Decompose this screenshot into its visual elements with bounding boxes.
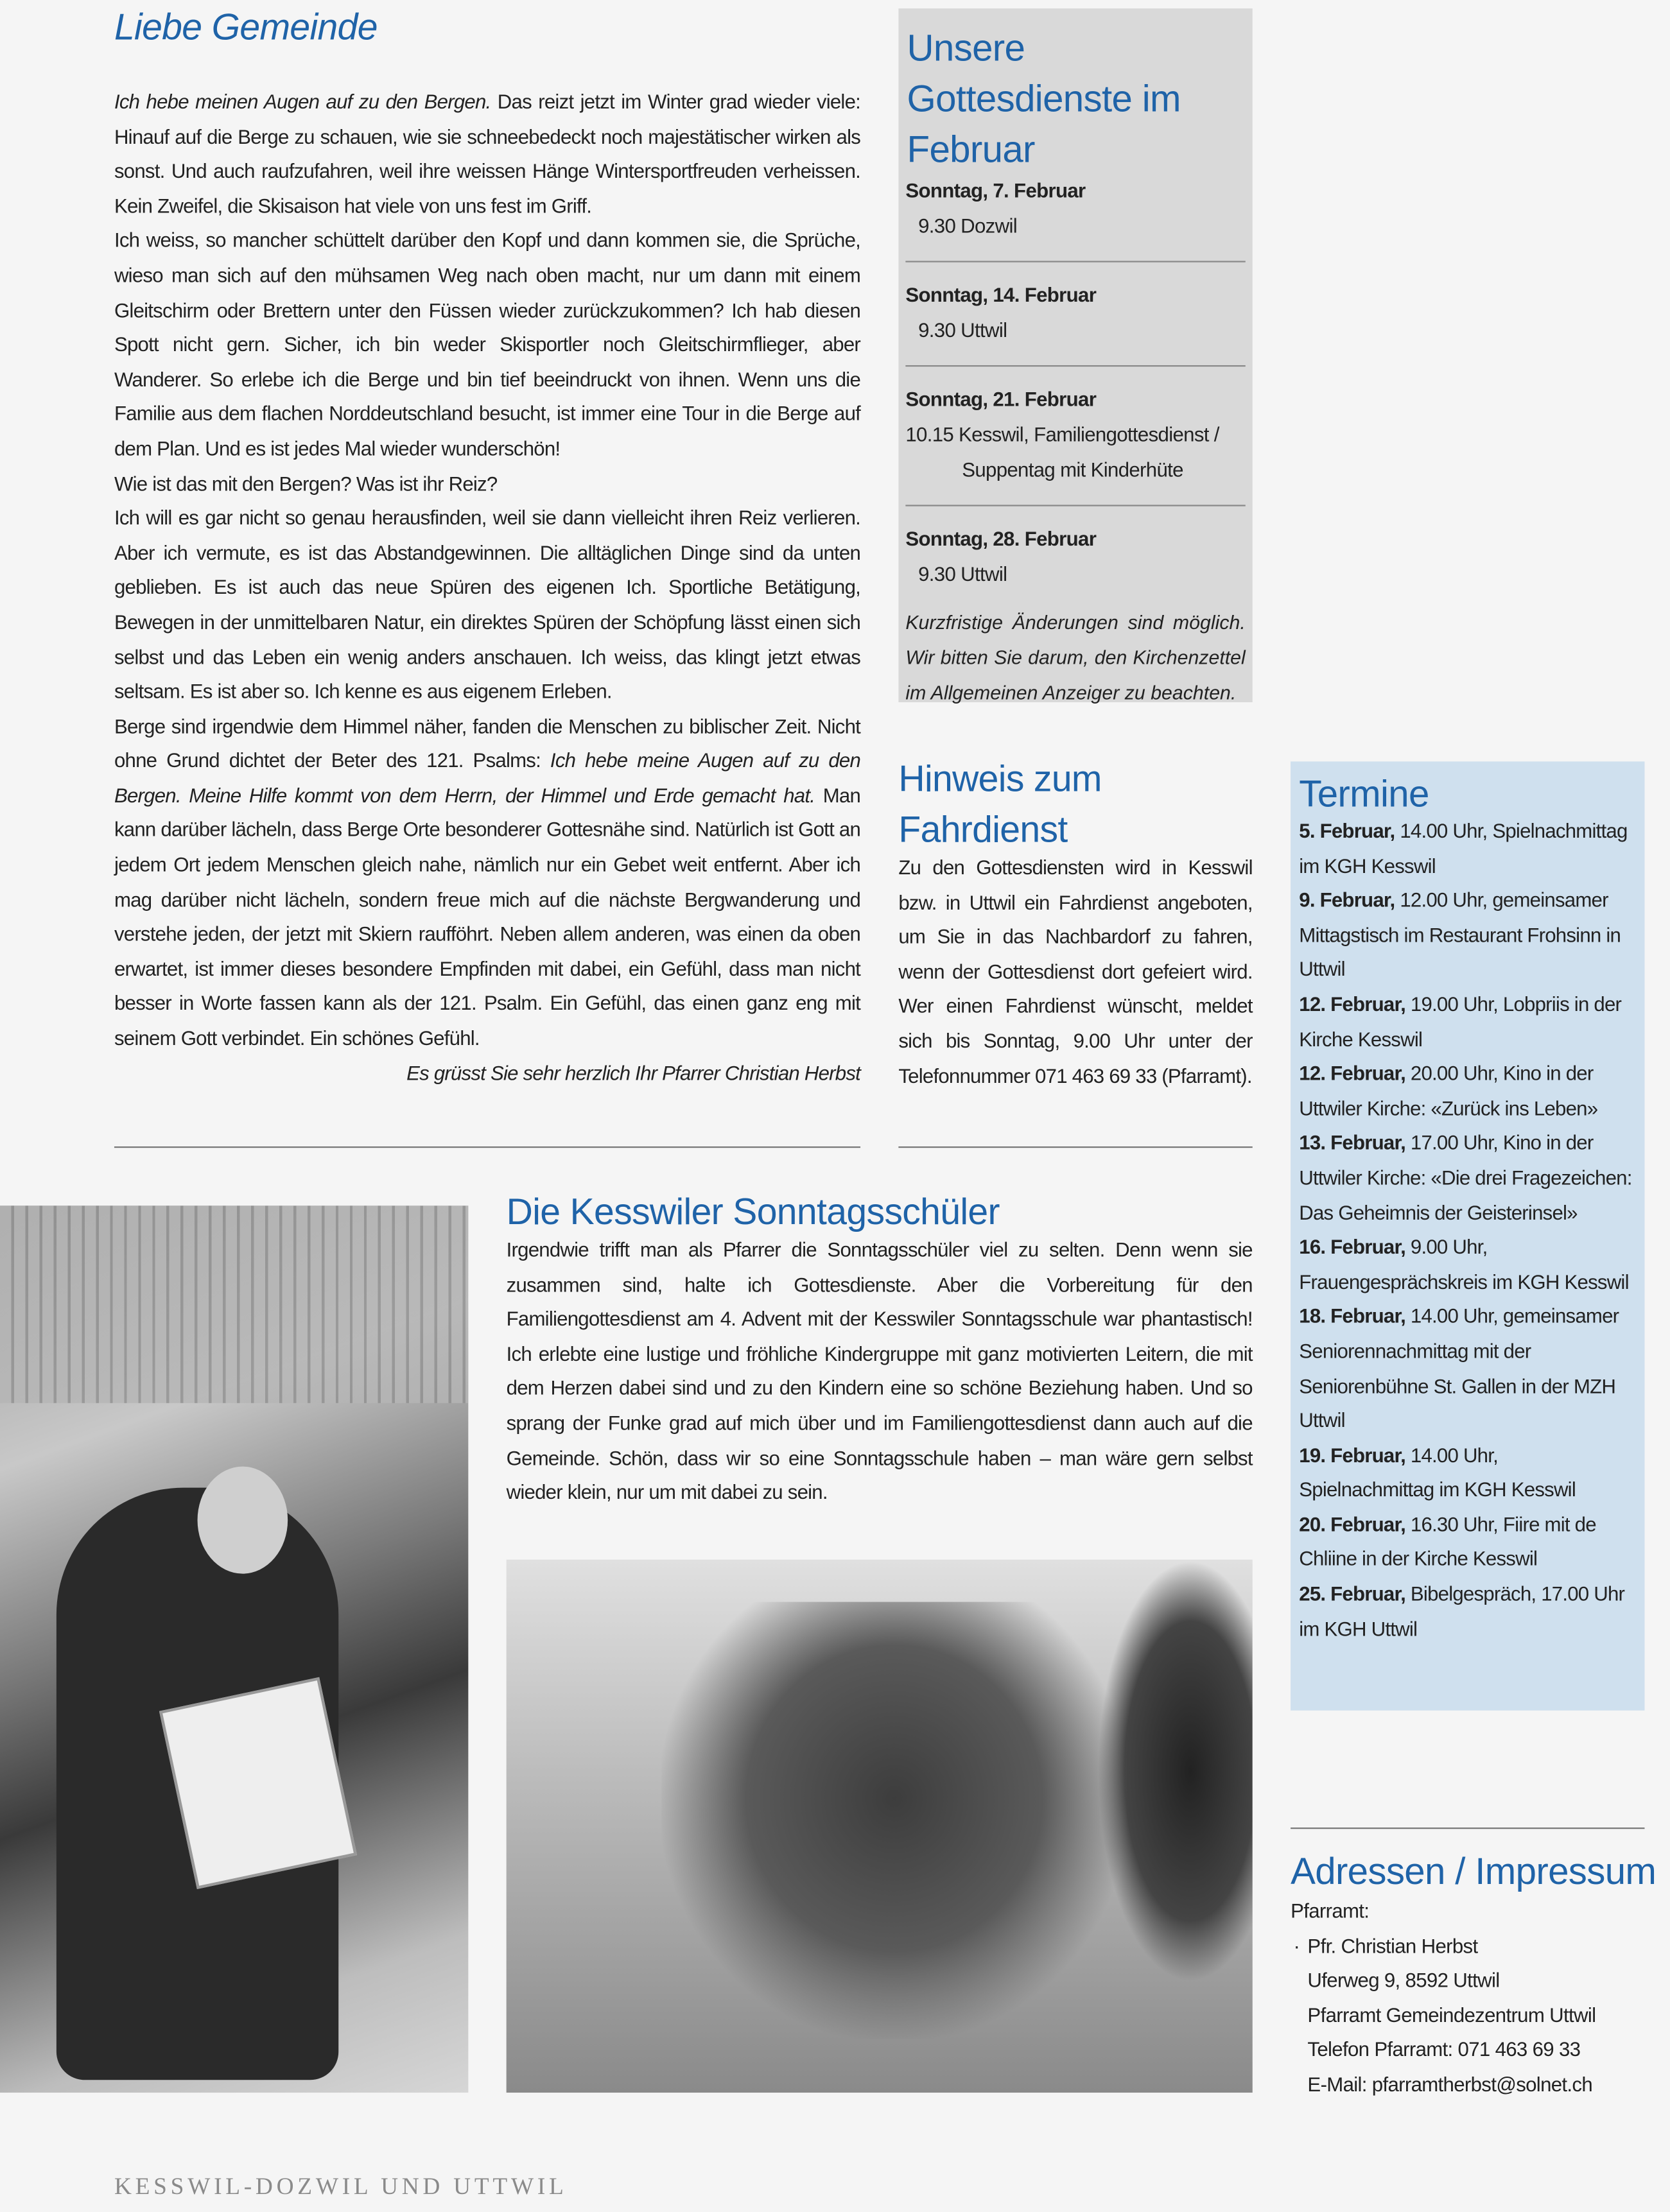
letter-quote: Ich hebe meinen Augen auf zu den Bergen. — [114, 91, 491, 114]
service-item — [898, 523, 1252, 592]
event-text: 19.00 Uhr, Lobpriis in der Kirche Kesswil — [1299, 994, 1622, 1051]
divider — [1291, 1827, 1644, 1829]
event-date: 16. Februar, — [1299, 1236, 1406, 1260]
services-note: Kurzfristige Änderungen sind möglich. Wir bitten Sie darum, den Kirchenzettel im Allgemeinen Anzeiger zu beachten. — [905, 612, 1246, 704]
event-date: 5. Februar, — [1299, 820, 1395, 843]
event-text: 9.00 Uhr, Frauengesprächskreis im KGH Kesswil — [1299, 1236, 1629, 1295]
service-item — [898, 279, 1252, 349]
services-title: Unsere Gottesdienste im Februar — [907, 26, 1181, 171]
divider — [905, 261, 1245, 263]
sunday-school-title: Die Kesswiler Sonntagsschüler — [506, 1190, 1000, 1233]
event-text: 17.00 Uhr, Kino in der Uttwiler Kirche: «Die drei Fragezeichen: Das Geheimnis der Geisterinsel» — [1299, 1132, 1632, 1225]
event-text: 16.30 Uhr, Fiire mit de Chliine in der Kirche Kesswil — [1299, 1514, 1596, 1572]
divider — [114, 1146, 860, 1148]
events-title: Termine — [1299, 772, 1429, 815]
event-date: 25. Februar, — [1299, 1584, 1406, 1607]
service-detail: 9.30 Uttwil — [918, 320, 1007, 343]
address-text: Pfr. Christian Herbst — [1307, 1935, 1478, 1958]
service-detail: 9.30 Uttwil — [918, 564, 1007, 587]
address-label: Pfarramt: — [1291, 1901, 1370, 1924]
letter-paragraph — [114, 467, 860, 502]
event-date: 12. Februar, — [1299, 994, 1406, 1017]
divider — [898, 1146, 1252, 1148]
event-item — [1291, 989, 1644, 1058]
address-text: Telefon Pfarramt: 071 463 69 33 — [1307, 2039, 1581, 2062]
address-line — [1291, 1965, 1657, 2000]
service-date: Sonntag, 28. Februar — [905, 529, 1097, 552]
letter-signature: Es grüsst Sie sehr herzlich Ihr Pfarrer Christian Herbst — [406, 1062, 861, 1085]
footer-title: KESSWIL-DOZWIL UND UTTWIL — [114, 2173, 568, 2200]
service-detail: 10.15 Kesswil, Familiengottesdienst / — [905, 424, 1219, 447]
event-item — [1291, 1231, 1644, 1300]
address-text: Pfarramt Gemeindezentrum Uttwil — [1307, 2005, 1596, 2028]
event-text: Bibelgespräch, 17.00 Uhr im KGH Uttwil — [1299, 1584, 1625, 1641]
sunday-school-text: Irgendwie trifft man als Pfarrer die Sonntagsschüler viel zu selten. Denn wenn sie zusammen sind, halte ich Gottesdienste. Aber die Vorbereitung für den Familiengottesdienst am 4. Advent mit der Kesswiler Sonntagsschule war phantastisch! Ich erlebte eine lustige und fröhliche Kindergruppe mit ganz motivierten Leitern, die mit dem Herzen dabei sind und zu den Kindern eine so schöne Beziehung haben. Und so sprang der Funke grad auf mich über und im Familiengottesdienst dann auch auf die Gemeinde. Schön, dass wir so eine Sonntagsschule haben – man wäre gern selbst wieder klein, nur um mit dabei zu sein. — [506, 1239, 1253, 1505]
event-text: 12.00 Uhr, gemeinsamer Mittagstisch im Restaurant Frohsinn in Uttwil — [1299, 890, 1621, 982]
divider — [905, 505, 1245, 506]
divider — [905, 366, 1245, 367]
event-text: 20.00 Uhr, Kino in der Uttwiler Kirche: «Zurück ins Leben» — [1299, 1063, 1598, 1121]
address-line — [1291, 1930, 1657, 1965]
letter-text: Ich weiss, so mancher schüttelt darüber den Kopf und dann kommen sie, die Sprüche, wieso man sich auf den mühsamen Weg nach oben macht, nur um dann mit einem Gleitschirm oder Brettern unter den Füssen wieder zurückzukommen? Ich hab diesen Spott nicht gern. Sicher, ich bin weder Skisportler noch Gleitschirmflieger, aber Wanderer. So erlebe ich die Berge und bin tief beeindruckt von ihnen. Wenn uns die Familie aus dem flachen Norddeutschland besucht, ist immer eine Tour in die Berge auf dem Plan. Und es ist jedes Mal wieder wunderschön! — [114, 230, 861, 462]
event-item — [1291, 1127, 1644, 1231]
address-title: Adressen / Impressum — [1291, 1850, 1657, 1893]
event-text: 14.00 Uhr, Spielnachmittag im KGH Kesswil — [1299, 1445, 1576, 1503]
letter-paragraph — [114, 86, 860, 225]
letter-text: Berge sind irgendwie dem Himmel näher, fanden die Menschen zu biblischer Zeit. Nicht ohne Grund dichtet der Beter des 121. Psalms: — [114, 716, 861, 773]
event-item — [1291, 1300, 1644, 1439]
events-box — [1291, 761, 1644, 1710]
letter-text: Man kann darüber lächeln, dass Berge Orte besonderer Gottesnähe sind. Natürlich ist Gott an jedem Ort jedem Menschen gleich nahe, nämlich nur ein Gebet weit entfernt. Aber ich mag darüber nicht lächeln, sondern freue mich auf die nächste Bergwanderung und verstehe jeden, der jetzt mit Skiern raufföhrt. Neben allem anderen, was einen da oben erwartet, ist immer dieses besondere Empfinden mit dabei, ein Gefühl, dass man nicht besser in Worte fassen kann als der 121. Psalm. Ein Gefühl, das einen ganz eng mit seinem Gott verbindet. Ein schönes Gefühl. — [114, 785, 861, 1051]
event-date: 9. Februar, — [1299, 890, 1395, 913]
event-date: 12. Februar, — [1299, 1063, 1406, 1086]
event-date: 20. Februar, — [1299, 1514, 1406, 1537]
photo-sunday-school-children — [507, 1560, 1253, 2093]
services-box — [898, 8, 1252, 702]
address-text: Uferweg 9, 8592 Uttwil — [1307, 1970, 1500, 1993]
service-date: Sonntag, 7. Februar — [905, 180, 1086, 203]
event-item — [1291, 1439, 1644, 1508]
letter-text: Das reizt jetzt im Winter grad wieder viele: Hinauf auf die Berge zu schauen, wie sie schneebedeckt noch majestätischer wirken als sonst. Und auch raufzufahren, weil ihre weissen Hänge Wintersportfreuden verheissen. Kein Zweifel, die Skisaison hat viele von uns fest im Griff. — [114, 91, 861, 219]
event-date: 19. Februar, — [1299, 1445, 1406, 1468]
event-date: 13. Februar, — [1299, 1132, 1406, 1155]
address-line — [1291, 2069, 1657, 2104]
event-item — [1291, 1508, 1644, 1578]
bullet: · — [1293, 1935, 1300, 1958]
letter-text: Ich will es gar nicht so genau herausfinden, weil sie dann vielleicht ihren Reiz verlieren. Aber ich vermute, es ist das Abstandgewinnen. Die alltäglichen Dinge sind da unten geblieben. Es ist auch das neue Spüren des eigenen Ich. Sportliche Betätigung, Bewegen in der unmittelbaren Natur, ein direktes Spüren der Schöpfung lässt einen sich selbst und das Leben ein wenig anders anschauen. Ich weiss, das klingt jetzt etwas seltsam. Es ist aber so. Ich kenne es aus eigenem Erleben. — [114, 508, 861, 704]
letter-paragraph — [114, 502, 860, 710]
letter-quote: Ich hebe meine Augen auf zu den Bergen. Meine Hilfe kommt von dem Herrn, der Himmel und Erde gemacht hat. — [114, 750, 861, 808]
address-line — [1291, 2034, 1657, 2069]
event-text: 14.00 Uhr, gemeinsamer Seniorennachmittag mit der Seniorenbühne St. Gallen in der MZH Uttwil — [1299, 1306, 1619, 1433]
event-text: 14.00 Uhr, Spielnachmittag im KGH Kesswil — [1299, 820, 1628, 878]
service-item — [898, 384, 1252, 488]
letter-title: Liebe Gemeinde — [114, 5, 378, 48]
event-item — [1291, 1058, 1644, 1127]
letter-paragraph — [114, 225, 860, 467]
event-item — [1291, 1578, 1644, 1647]
letter-paragraph — [114, 711, 860, 1057]
service-date: Sonntag, 21. Februar — [905, 390, 1097, 413]
address-block — [1291, 1895, 1657, 2103]
service-detail: 9.30 Dozwil — [918, 215, 1017, 238]
event-item — [1291, 885, 1644, 989]
photo-teacher-kneeling — [0, 1205, 468, 2093]
service-item — [898, 175, 1252, 244]
event-item — [1291, 815, 1644, 885]
event-date: 18. Februar, — [1299, 1306, 1406, 1329]
address-text: E-Mail: pfarramtherbst@solnet.ch — [1307, 2074, 1593, 2097]
transport-text: Zu den Gottesdiensten wird in Kesswil bzw. in Uttwil ein Fahrdienst angeboten, um Sie in das Nachbardorf zu fahren, wenn der Gottesdienst dort gefeiert wird. Wer einen Fahrdienst wünscht, meldet sich bis Sonntag, 9.00 Uhr unter der Telefonnummer 071 463 69 33 (Pfarramt). — [898, 857, 1253, 1088]
transport-title: Hinweis zum Fahrdienst — [898, 757, 1102, 851]
letter-body — [114, 86, 860, 1092]
address-line — [1291, 2000, 1657, 2034]
service-date: Sonntag, 14. Februar — [905, 285, 1097, 308]
letter-text: Wie ist das mit den Bergen? Was ist ihr Reiz? — [114, 473, 498, 496]
service-detail: Suppentag mit Kinderhüte — [962, 459, 1183, 482]
